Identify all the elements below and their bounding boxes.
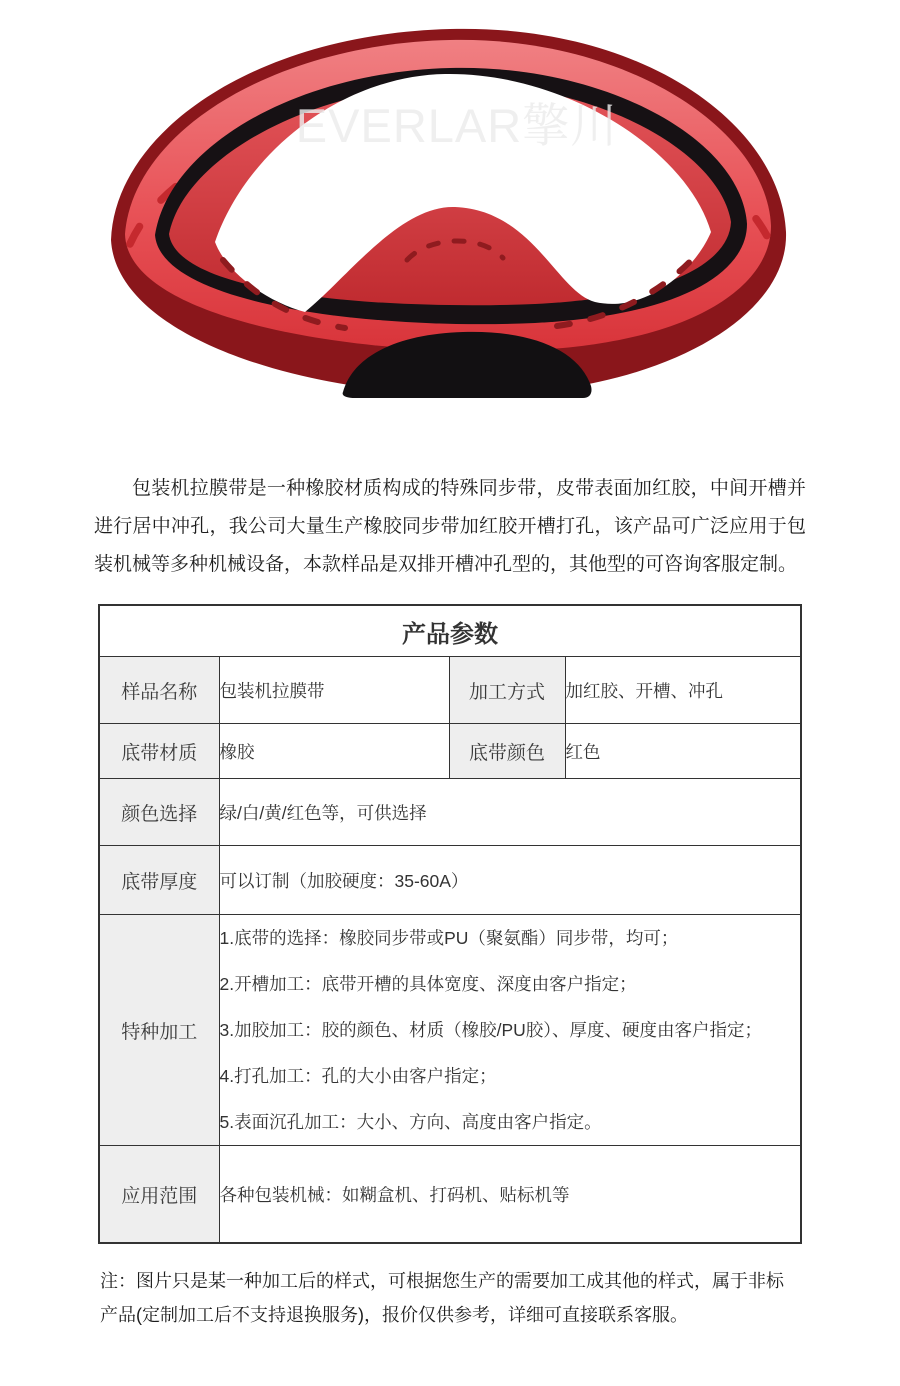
watermark-text: EVERLAR擎川 bbox=[295, 99, 619, 152]
special-processing-line: 4.打孔加工：孔的大小由客户指定； bbox=[219, 1066, 497, 1086]
table-row bbox=[99, 846, 801, 915]
product-image-belt bbox=[105, 14, 795, 406]
parameters-table bbox=[98, 604, 802, 1244]
table-row bbox=[99, 1146, 801, 1244]
param-label-special-processing: 特种加工 bbox=[99, 915, 219, 1146]
param-label-color-choice: 颜色选择 bbox=[99, 779, 219, 846]
param-value-base-material: 橡胶 bbox=[219, 724, 449, 779]
table-title: 产品参数 bbox=[99, 605, 801, 657]
param-label-base-thickness: 底带厚度 bbox=[99, 846, 219, 915]
special-processing-line: 2.开槽加工：底带开槽的具体宽度、深度由客户指定； bbox=[219, 974, 637, 994]
table-title-row bbox=[99, 605, 801, 657]
param-label-base-color: 底带颜色 bbox=[449, 724, 565, 779]
special-processing-line: 3.加胶加工：胶的颜色、材质（橡胶/PU胶）、厚度、硬度由客户指定； bbox=[219, 1020, 763, 1040]
param-value-sample-name: 包装机拉膜带 bbox=[219, 657, 449, 724]
param-label-application: 应用范围 bbox=[99, 1146, 219, 1244]
param-label-processing: 加工方式 bbox=[449, 657, 565, 724]
special-processing-line: 1.底带的选择：橡胶同步带或PU（聚氨酯）同步带，均可； bbox=[219, 928, 679, 948]
product-description: 包装机拉膜带是一种橡胶材质构成的特殊同步带，皮带表面加红胶，中间开槽并进行居中冲孔，我公司大量生产橡胶同步带加红胶开槽打孔，该产品可广泛应用于包装机械等多种机械设备，本款样品是双排开槽冲孔型的，其他型的可咨询客服定制。 bbox=[94, 478, 806, 575]
table-row bbox=[99, 915, 801, 1146]
param-value-special-processing bbox=[219, 915, 801, 1146]
param-value-processing: 加红胶、开槽、冲孔 bbox=[565, 657, 801, 724]
table-row bbox=[99, 657, 801, 724]
param-value-application: 各种包装机械：如糊盒机、打码机、贴标机等 bbox=[219, 1146, 801, 1244]
table-row bbox=[99, 779, 801, 846]
param-label-base-material: 底带材质 bbox=[99, 724, 219, 779]
param-value-color-choice: 绿/白/黄/红色等，可供选择 bbox=[219, 779, 801, 846]
special-processing-line: 5.表面沉孔加工：大小、方向、高度由客户指定。 bbox=[219, 1112, 602, 1132]
param-value-base-thickness: 可以订制（加胶硬度：35-60A） bbox=[219, 846, 801, 915]
param-value-base-color: 红色 bbox=[565, 724, 801, 779]
param-label-sample-name: 样品名称 bbox=[99, 657, 219, 724]
table-row bbox=[99, 724, 801, 779]
product-figure bbox=[0, 0, 900, 426]
footnote: 注：图片只是某一种加工后的样式，可根据您生产的需要加工成其他的样式，属于非标产品(定制加工后不支持退换服务)，报价仅供参考，详细可直接联系客服。 bbox=[100, 1271, 784, 1325]
